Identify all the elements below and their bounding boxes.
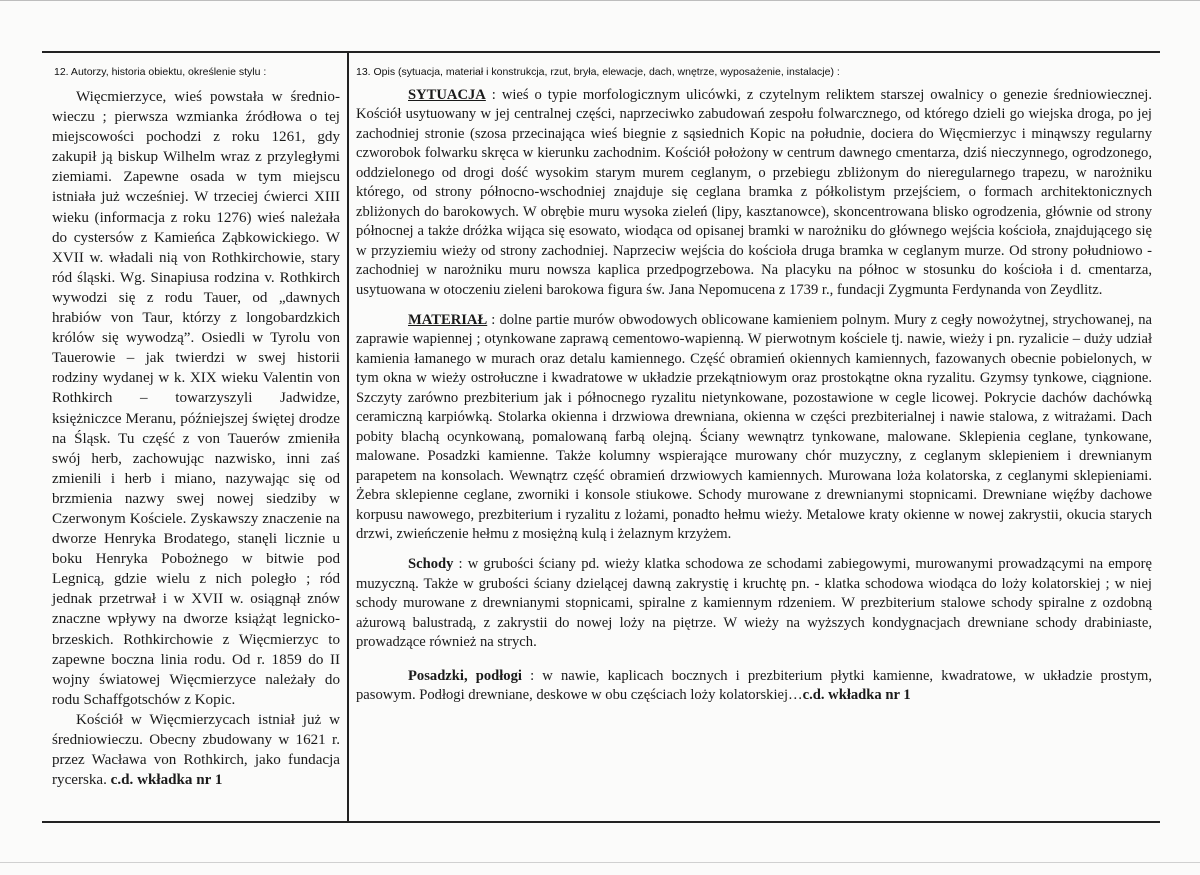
- stairs-paragraph: [356, 555, 1152, 652]
- material-text: : dolne partie murów obwodowych oblicowane kamieniem polnym. Mury z cegły nowożytnej, strychowanej, na zaprawie wapiennej ; otynkowane zaprawą cementowo-wapienną. W pierwotnym kościele tj. nawie, wieży i pn. ryzalicie – duży udział kamienia łamanego w murach oraz detalu kamiennego. Część obramień okiennych kamiennych, fazowanych obecnie pobielonych, w tym okna w wieży ostrołuczne i kwadratowe w układzie przekątniowym oraz prostokątne okna ryzalitu. Gzymsy tynkowe, ciągnione. Szczyty zarówno prezbiterium jak i północnego ryzalitu nietynkowane, pozostawione w cegle licowej. Pokrycie dachów dachówką ceramiczną karpiówką. Stolarka okienna i drzwiowa drewniana, okienna w części prezbiterialnej i nawie stalowa, z witrażami. Dach pobity blachą ocynkowaną, pomalowaną farbą olejną. Ściany wewnątrz tynkowane, malowane. Sklepienia ceglane, tynkowane, malowane. Posadzki kamienne. Także kolumny wspierające murowany chór muzyczny, z ceglanym sklepieniem i drewnianym parapetem na konsolach. Wewnątrz część obramień drzwiowych kamiennych. Murowana loża kolatorska, z ceglanymi sklepieniami. Żebra sklepienne ceglane, zworniki i konsole stiukowe. Schody murowane z drewnianymi stopnicami. Drewniane więźby dachowe korpusu nawowego, prezbiterium i ryzalitu z lożami, ponadto hełmu wieży. Metalowe kraty okienne w nowej zakrystii, okucia starych drzwi, zwieńczenie hełmu z mosiężną kulą i żelaznym krzyżem.: [356, 311, 1152, 542]
- floors-paragraph: [356, 667, 1152, 706]
- continuation-note-right: c.d. wkładka nr 1: [802, 687, 911, 704]
- material-paragraph: [356, 311, 1152, 544]
- stairs-text: : w grubości ściany pd. wieży klatka schodowa ze schodami zabiegowymi, murowanymi prowadzącymi na emporę muzyczną. Także w grubości ściany dzielącej dawną zakrystię i kruchtę pn. - klatka schodowa wiodąca do loży kolatorskiej ; w niej schody murowane z drewnianymi stopnicami, spiralne z kamiennym rdzeniem. W prezbiterium stalowe schody spiralne z ozdobną ażurową balustradą, z zakrystii do nowej loży na piętrze. W wieży na wyższych kondygnacjach drewniane schody drabiniaste, prowadzące również na strych.: [356, 556, 1152, 651]
- floors-heading: Posadzki, podłogi: [408, 667, 522, 684]
- history-paragraph-2: [52, 710, 340, 790]
- material-heading: MATERIAŁ: [408, 311, 488, 328]
- situation-heading: SYTUACJA: [408, 87, 486, 103]
- history-paragraph-2-text: Kościół w Więcmierzycach istniał już w średniowieczu. Obecny zbudowany w 1621 r. przez Wacława von Rothkirch, jako fundacja rycerska.: [52, 711, 340, 789]
- situation-paragraph: [356, 86, 1152, 300]
- column-divider: [347, 53, 349, 821]
- section-13-header: 13. Opis (sytuacja, materiał i konstrukcja, rzut, bryła, elewacje, dach, wnętrze, wyposażenie, instalacje) :: [356, 66, 840, 78]
- continuation-note-left: c.d. wkładka nr 1: [110, 772, 223, 789]
- section-12-header: 12. Autorzy, historia obiektu, określenie stylu :: [54, 66, 267, 78]
- form-sheet: [42, 51, 1160, 823]
- floors-text: : w nawie, kaplicach bocznych i prezbiterium płytki kamienne, kwadratowe, w układzie prostym, pasowym. Podłogi drewniane, deskowe w obu częściach loży kolatorskiej…: [356, 667, 1153, 704]
- scan-top-edge: [0, 0, 1200, 1]
- description-column: [356, 86, 1152, 706]
- stairs-heading: Schody: [408, 556, 454, 573]
- history-column: [52, 87, 340, 790]
- scan-bottom-edge: [0, 862, 1200, 863]
- history-paragraph-1: Więcmierzyce, wieś powstała w średniowieczu ; pierwsza wzmianka źródłowa o tej miejscowości pochodzi z roku 1261, gdy zakupił ją biskup Wilhelm wraz z przyległymi ziemiami. Zapewne osada w tym miejscu istniała już wcześniej. W trzeciej ćwierci XIII wieku (informacja z roku 1276) wieś należała do cystersów z Kamieńca Ząbkowickiego. W XVII w. władali nią von Rothkirchowie, stary ród śląski. Wg. Sinapiusa rodzina v. Rothkirch wywodzi się z rodu Tauer, od „dawnych hrabiów von Taur, którzy z longobardzkich królów się wywodzą”. Osiedli w Tyrolu von Tauerowie – jak twierdzi w swej historii rodziny wydanej w k. XIX wieku Valentin von Rothkirch – towarzyszyli Jadwidze, księżniczce Meranu, późniejszej świętej drodze na Śląsk. Tu część z von Tauerów zmieniła swój herb, zachowując nazwisko, inni zaś zmienili i herb i miano, nazywając się od brzmienia nazwy swej nowej siedziby w Czerwonym Kościele. Zyskawszy znaczenie na dworze Henryka Brodatego, stanęli licznie u boku Henryka Pobożnego w bitwie pod Legnicą, gdzie wielu z nich poległo ; ród jednak przetrwał i w XVII w. osiągnął znów znaczne wpływy na dworze książąt legnicko-brzeskich. Rothkirchowie z Więcmierzyc to zapewne boczna linia rodu. Od r. 1859 do II wojny światowej Więcmierzyce należały do rodu Schaffgotschów z Kopic.: [52, 89, 340, 708]
- situation-text: : wieś o typie morfologicznym ulicówki, z czytelnym reliktem starszej owalnicy o genezie średniowiecznej. Kościół usytuowany w jej centralnej części, naprzeciwko zabudowań zespołu folwarcznego, od którego dzieli go wiejska droga, po jej zachodniej stronie (szosa przecinająca wieś biegnie z sąsiednich Kopic na południe, dociera do Więcmierzyc i minąwszy regularny czworobok folwarku skręca w kierunku zachodnim. Kościół położony w centrum dawnego cmentarza, dziś nieczynnego, ogrodzonego, oddzielonego od drogi dość wysokim starym murem ceglanym, o przebiegu zbliżonym do nieregularnego trapezu, w narożniku którego, od strony północno-wschodniej znajduje się ceglana bramka z półkolistym przejściem, o formach architektonicznych zbliżonych do barokowych. W obrębie muru wysoka zieleń (lipy, kasztanowce), skoncentrowana blisko ogrodzenia, głównie od strony północnej a także dróżka wijąca się esowato, wiodąca od opisanej bramki w narożniku do głównego wejścia kościoła, znajdującego się w przyziemiu wieży od strony zachodniej. Naprzeciw wejścia do kościoła druga bramka w ceglanym murze. Od strony południowo - zachodniej w narożniku muru nowsza kaplica przedpogrzebowa. Na placyku na północ w stosunku do kościoła i d. cmentarza, usytuowana w otoczeniu zieleni barokowa figura św. Jana Nepomucena z 1739 r., fundacji Zygmunta Ferdynanda von Zeydlitz.: [356, 87, 1152, 298]
